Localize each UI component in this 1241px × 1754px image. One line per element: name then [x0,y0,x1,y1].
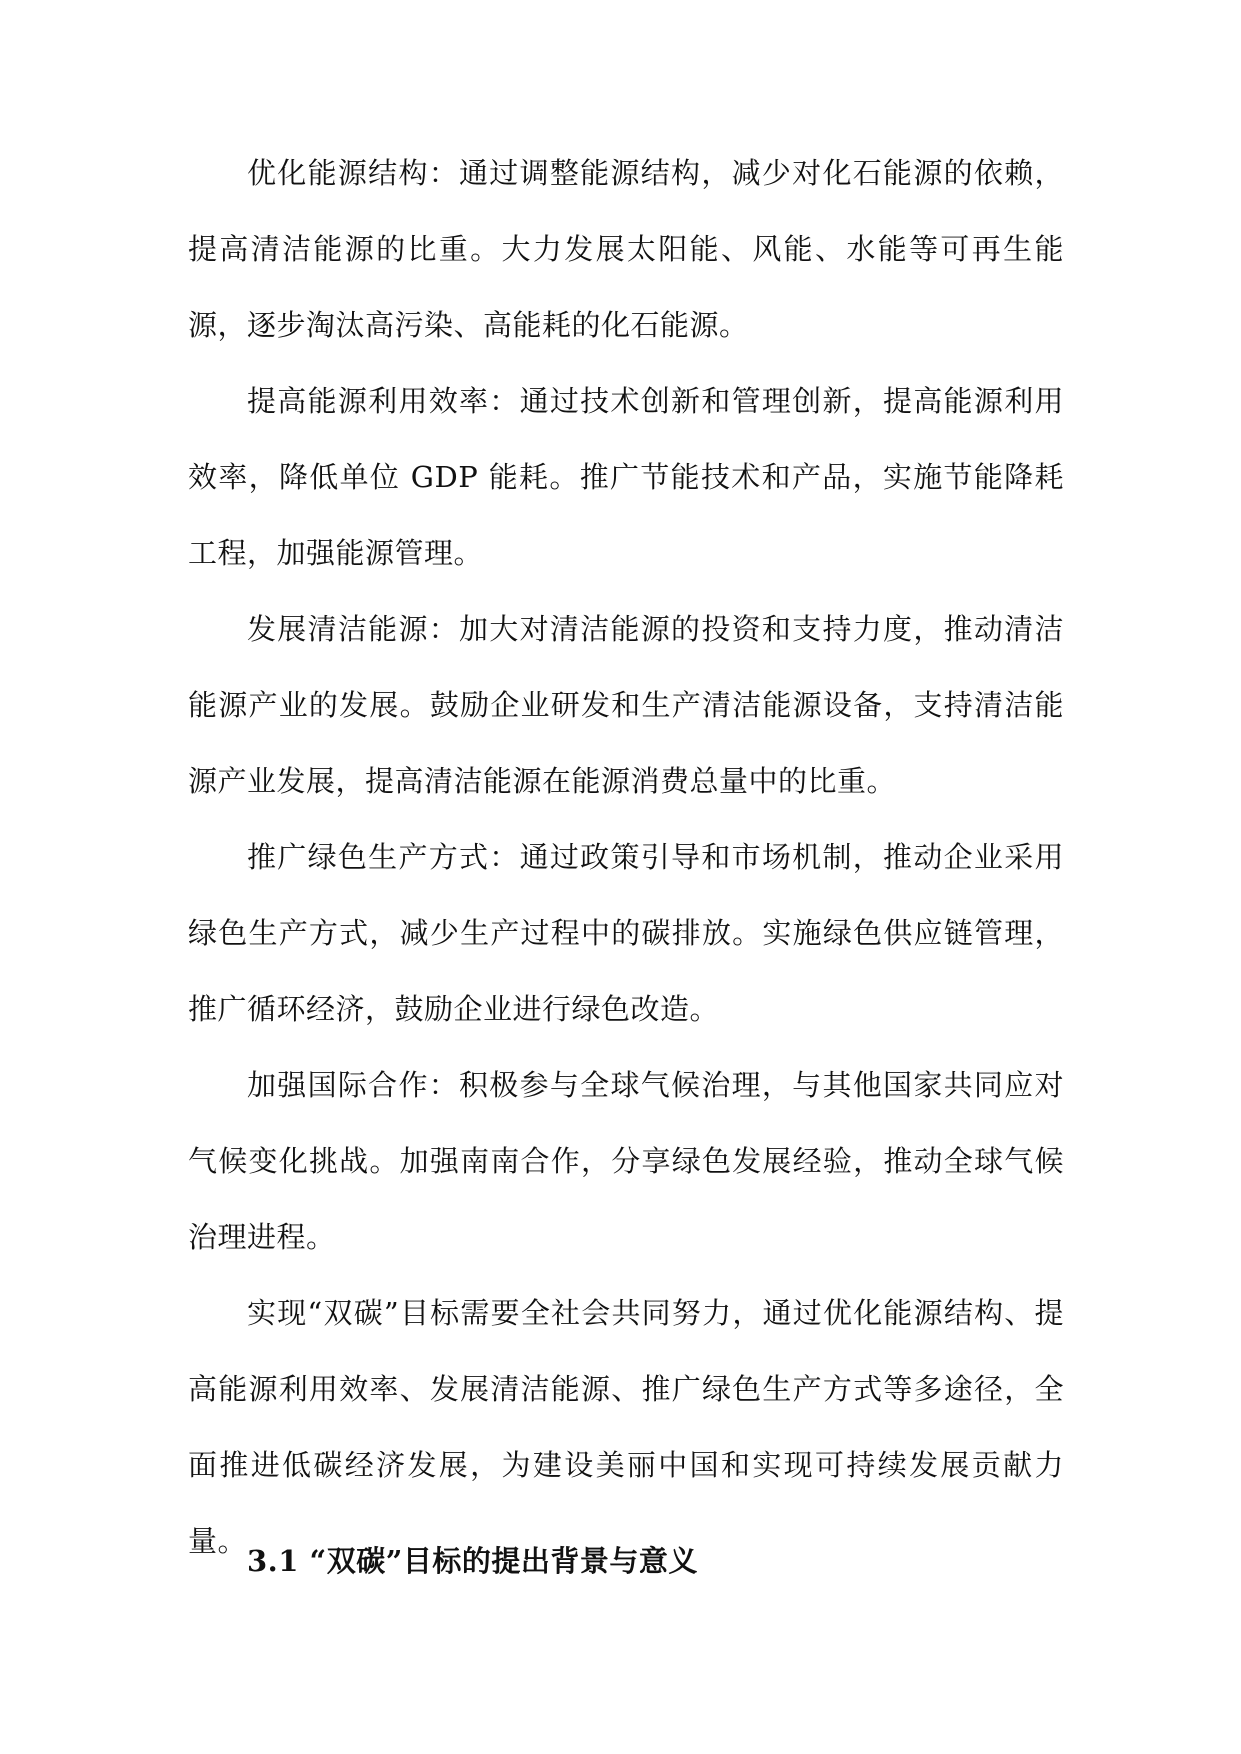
paragraph-international-cooperation: 加强国际合作：积极参与全球气候治理，与其他国家共同应对气候变化挑战。加强南南合作，分享绿色发展经验，推动全球气候治理进程。 [188,1068,1064,1254]
paragraph-optimize-energy-structure: 优化能源结构：通过调整能源结构，减少对化石能源的依赖，提高清洁能源的比重。大力发展太阳能、风能、水能等可再生能源，逐步淘汰高污染、高能耗的化石能源。 [188,156,1064,342]
paragraph-develop-clean-energy: 发展清洁能源：加大对清洁能源的投资和支持力度，推动清洁能源产业的发展。鼓励企业研发和生产清洁能源设备，支持清洁能源产业发展，提高清洁能源在能源消费总量中的比重。 [188,612,1064,798]
paragraph-dual-carbon-summary: 实现“双碳”目标需要全社会共同努力，通过优化能源结构、提高能源利用效率、发展清洁能源、推广绿色生产方式等多途径，全面推进低碳经济发展，为建设美丽中国和实现可持续发展贡献力量。 [188,1296,1064,1558]
paragraph-improve-energy-efficiency: 提高能源利用效率：通过技术创新和管理创新，提高能源利用效率，降低单位 GDP 能耗。推广节能技术和产品，实施节能降耗工程，加强能源管理。 [188,384,1064,570]
paragraph-green-production: 推广绿色生产方式：通过政策引导和市场机制，推动企业采用绿色生产方式，减少生产过程中的碳排放。实施绿色供应链管理，推广循环经济，鼓励企业进行绿色改造。 [188,840,1064,1026]
section-heading: 3.1 “双碳”目标的提出背景与意义 [247,1544,698,1578]
